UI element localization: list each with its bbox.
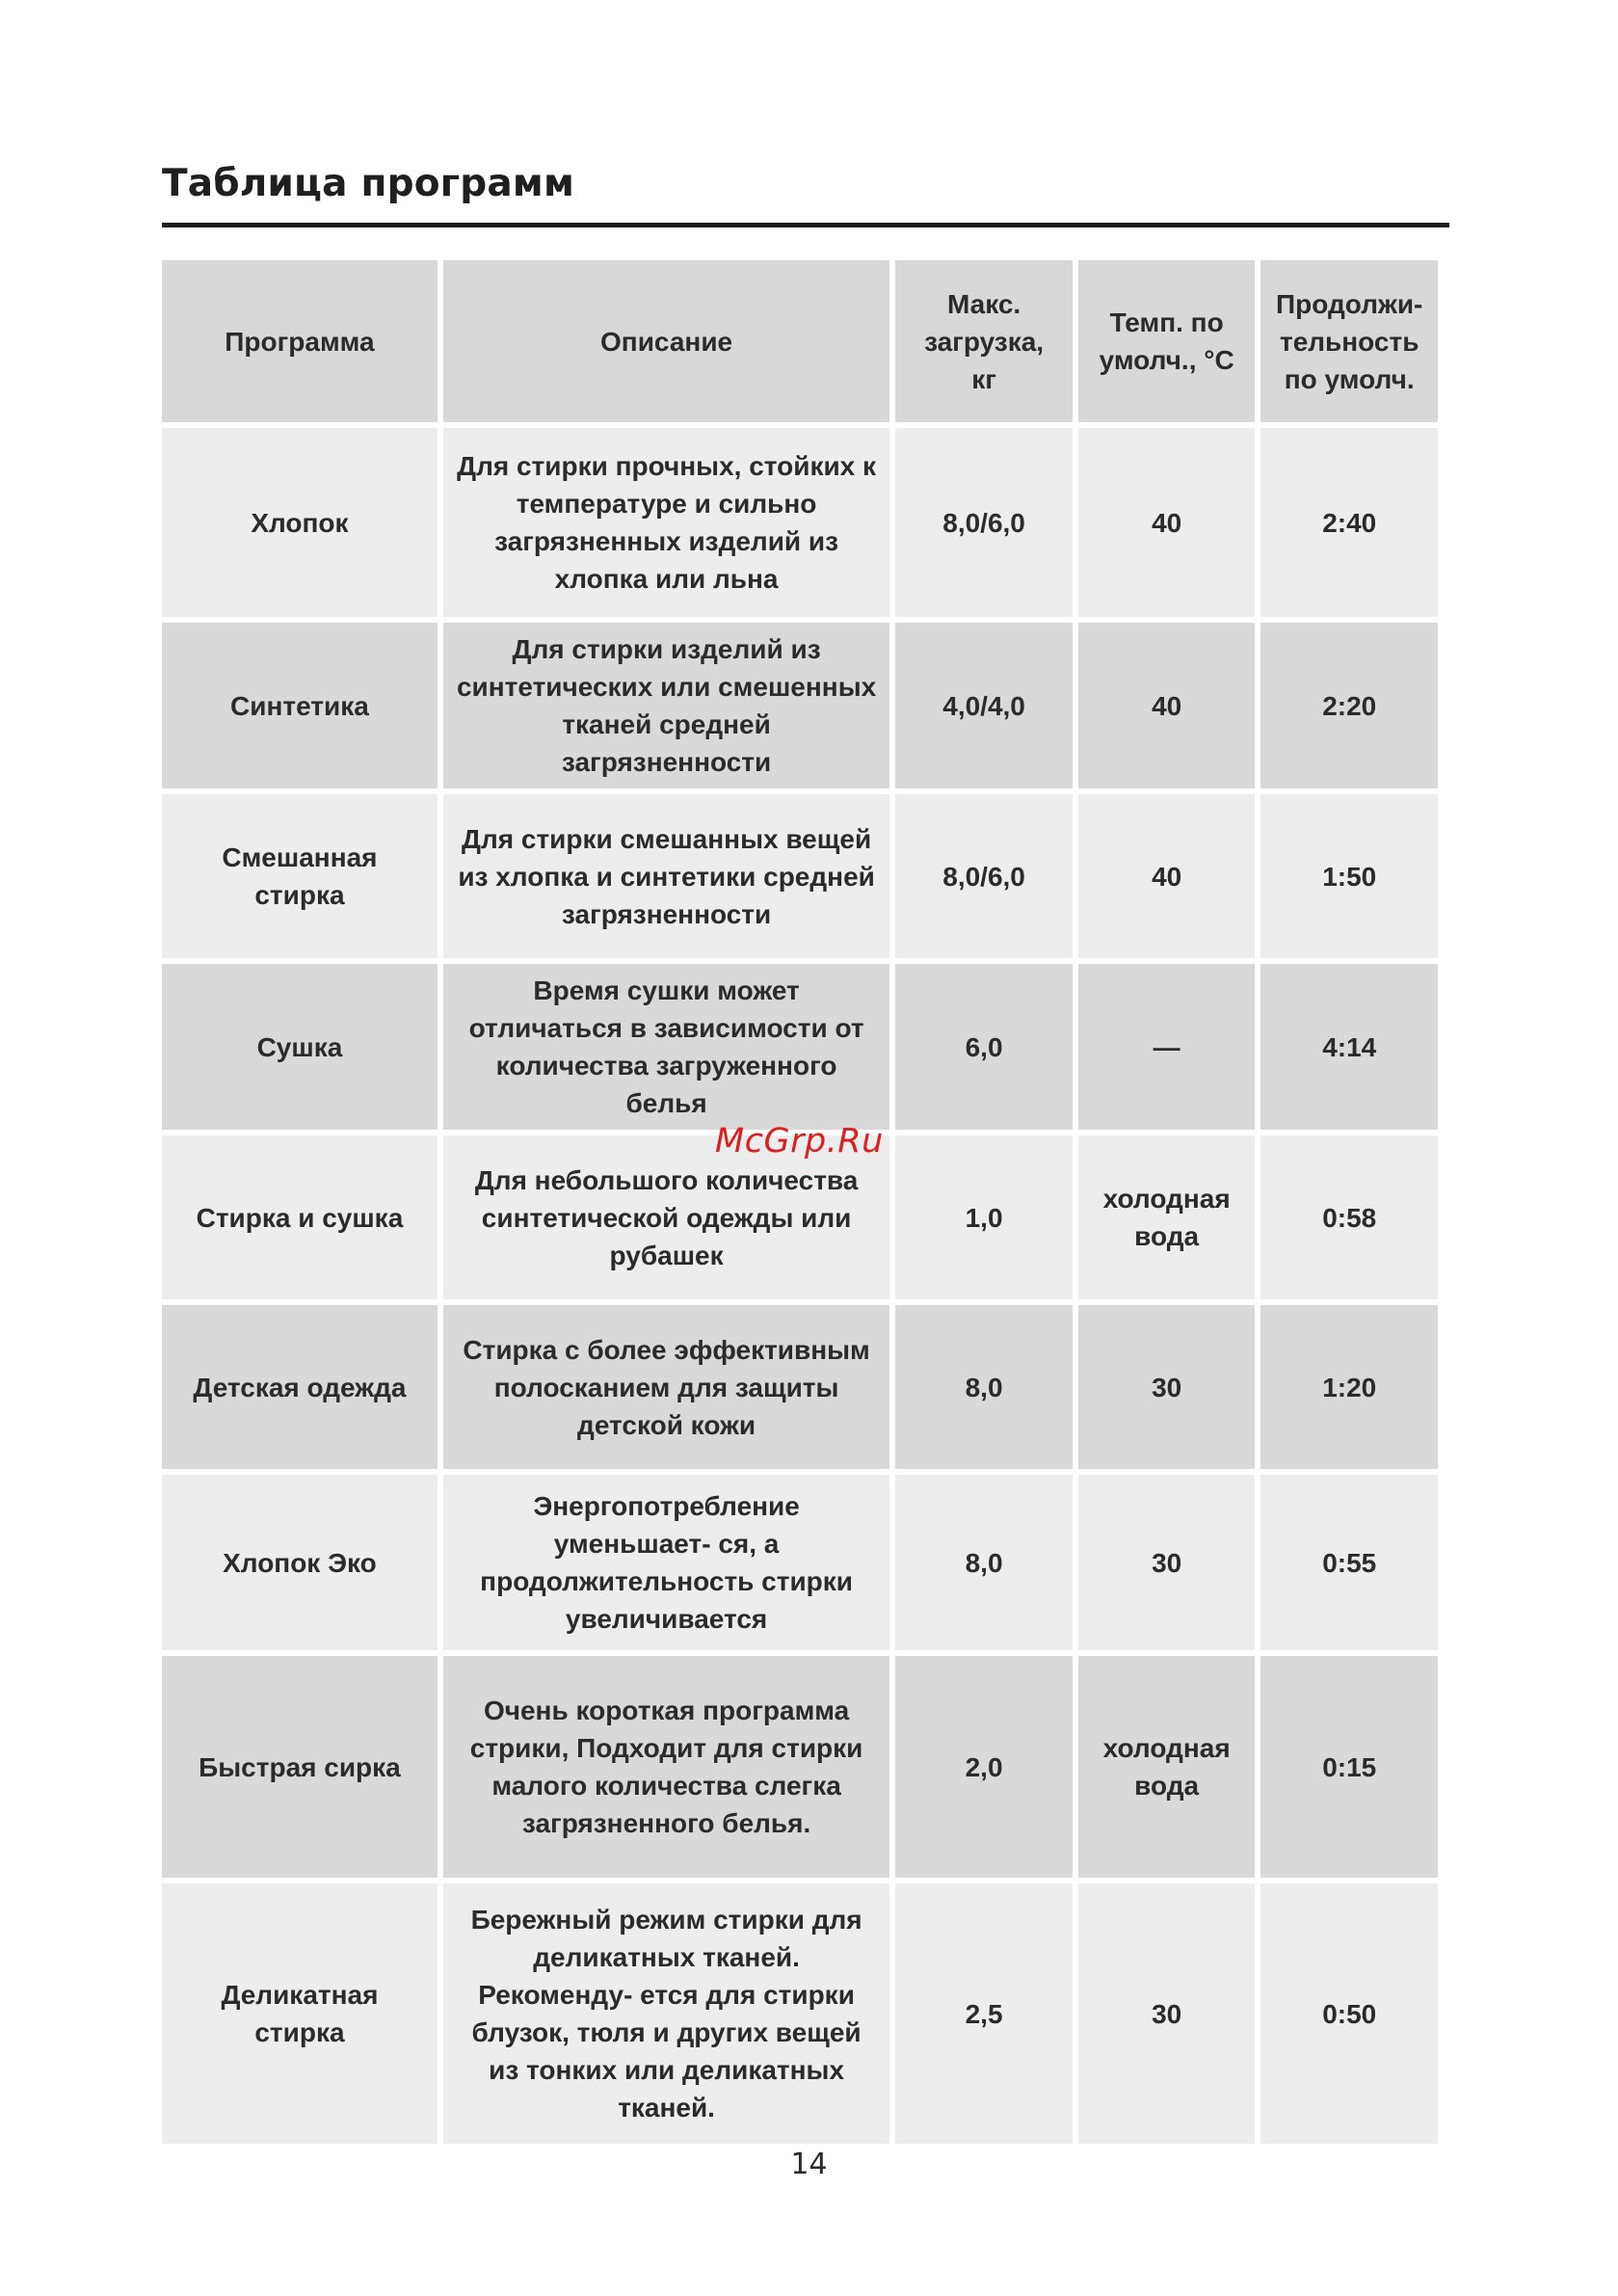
cell-temperature: 30 (1078, 1305, 1256, 1469)
cell-duration: 0:50 (1260, 1883, 1438, 2144)
table-body (162, 428, 1438, 2144)
cell-description: Бережный режим стирки для деликатных тканей. Рекоменду- ется для стирки блузок, тюля и других вещей из тонких или деликатных тканей. (443, 1883, 889, 2144)
cell-duration: 0:58 (1260, 1135, 1438, 1299)
cell-program: Деликатная стирка (162, 1883, 438, 2144)
header-max-load: Макс. загрузка, кг (895, 260, 1073, 422)
cell-temperature: — (1078, 964, 1256, 1130)
cell-duration: 4:14 (1260, 964, 1438, 1130)
cell-duration: 1:20 (1260, 1305, 1438, 1469)
program-table (156, 254, 1444, 2149)
page-title: Таблица программ (162, 162, 575, 205)
cell-program: Хлопок Эко (162, 1475, 438, 1650)
cell-description: Очень короткая программа стрики, Подходит для стирки малого количества слегка загрязненного белья. (443, 1656, 889, 1878)
cell-program: Стирка и сушка (162, 1135, 438, 1299)
header-program: Программа (162, 260, 438, 422)
page-number: 14 (790, 2148, 828, 2181)
table-row (162, 428, 1438, 617)
table-header (162, 260, 1438, 422)
title-divider (162, 223, 1449, 227)
header-default-temp: Темп. по умолч., °C (1078, 260, 1256, 422)
cell-program: Детская одежда (162, 1305, 438, 1469)
cell-max-load: 8,0/6,0 (895, 428, 1073, 617)
table-row (162, 794, 1438, 958)
cell-max-load: 8,0/6,0 (895, 794, 1073, 958)
cell-description: Для стирки прочных, стойких к температуре и сильно загрязненных изделий из хлопка или льна (443, 428, 889, 617)
cell-program: Хлопок (162, 428, 438, 617)
cell-temperature: 40 (1078, 623, 1256, 788)
cell-description: Для стирки изделий из синтетических или смешенных тканей средней загрязненности (443, 623, 889, 788)
table-row (162, 964, 1438, 1130)
watermark: McGrp.Ru (715, 1122, 884, 1161)
cell-max-load: 4,0/4,0 (895, 623, 1073, 788)
cell-max-load: 6,0 (895, 964, 1073, 1130)
cell-description: Энергопотребление уменьшает- ся, а продолжительность стирки увеличивается (443, 1475, 889, 1650)
cell-duration: 1:50 (1260, 794, 1438, 958)
cell-duration: 0:15 (1260, 1656, 1438, 1878)
cell-max-load: 1,0 (895, 1135, 1073, 1299)
cell-program: Быстрая сирка (162, 1656, 438, 1878)
cell-duration: 2:40 (1260, 428, 1438, 617)
cell-temperature: холодная вода (1078, 1135, 1256, 1299)
cell-description: Стирка с более эффективным полосканием для защиты детской кожи (443, 1305, 889, 1469)
table-row (162, 1305, 1438, 1469)
cell-temperature: 40 (1078, 794, 1256, 958)
header-description: Описание (443, 260, 889, 422)
header-default-duration: Продолжи- тельность по умолч. (1260, 260, 1438, 422)
cell-description: Для стирки смешанных вещей из хлопка и синтетики средней загрязненности (443, 794, 889, 958)
cell-temperature: холодная вода (1078, 1656, 1256, 1878)
cell-program: Смешанная стирка (162, 794, 438, 958)
cell-temperature: 30 (1078, 1475, 1256, 1650)
cell-duration: 0:55 (1260, 1475, 1438, 1650)
cell-temperature: 40 (1078, 428, 1256, 617)
cell-max-load: 8,0 (895, 1305, 1073, 1469)
cell-max-load: 8,0 (895, 1475, 1073, 1650)
cell-max-load: 2,5 (895, 1883, 1073, 2144)
cell-temperature: 30 (1078, 1883, 1256, 2144)
cell-description: Для небольшого количества синтетической одежды или рубашек (443, 1135, 889, 1299)
cell-duration: 2:20 (1260, 623, 1438, 788)
table-row (162, 1475, 1438, 1650)
cell-program: Сушка (162, 964, 438, 1130)
header-row (162, 260, 1438, 422)
table-row (162, 1656, 1438, 1878)
table-row (162, 1883, 1438, 2144)
cell-description: Время сушки может отличаться в зависимости от количества загруженного белья (443, 964, 889, 1130)
cell-program: Синтетика (162, 623, 438, 788)
cell-max-load: 2,0 (895, 1656, 1073, 1878)
table-row (162, 623, 1438, 788)
